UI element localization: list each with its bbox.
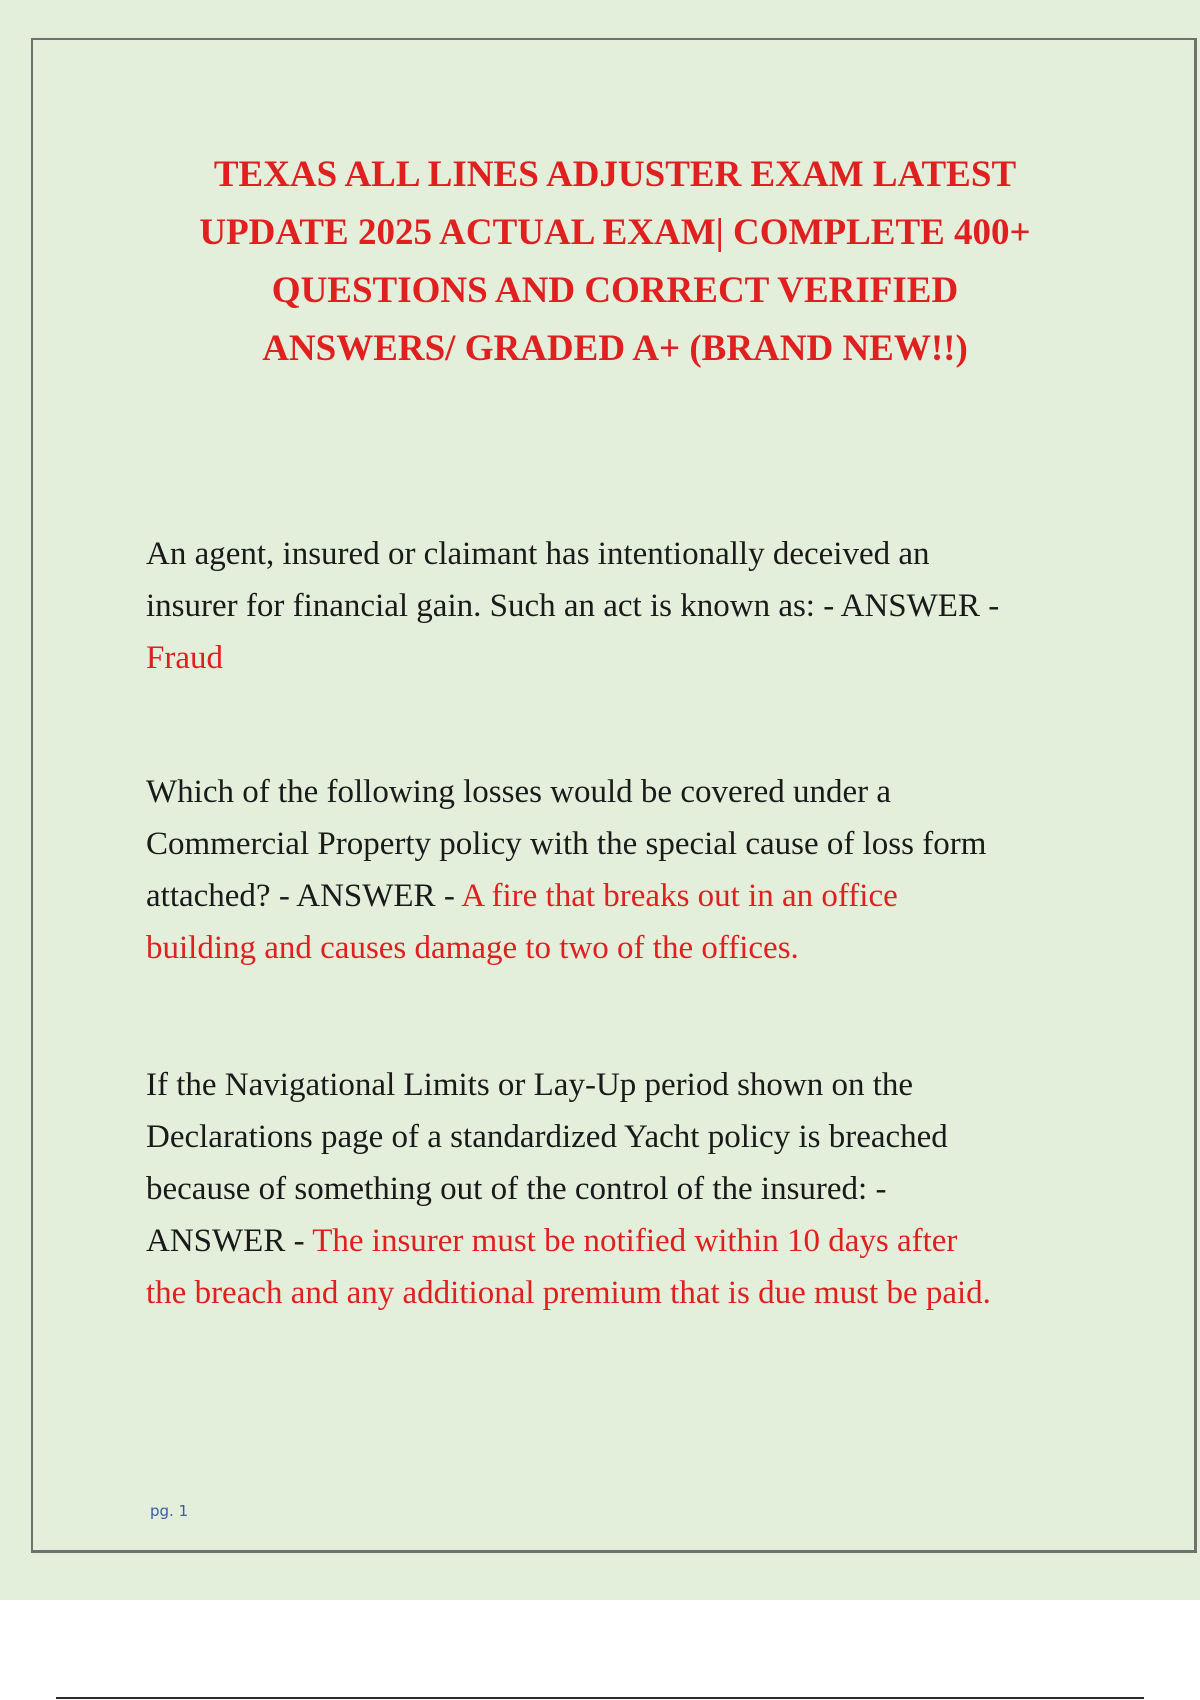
title-line: QUESTIONS AND CORRECT VERIFIED bbox=[271, 270, 959, 311]
answer-text: Fraud bbox=[146, 640, 223, 676]
question-answer-line bbox=[146, 1215, 1146, 1267]
answer-label: attached? - ANSWER - bbox=[146, 878, 462, 914]
question-text-line: because of something out of the control of the insured: - bbox=[146, 1171, 887, 1207]
answer-text-line: building and causes damage to two of the offices. bbox=[146, 930, 799, 966]
question-answer-2 bbox=[146, 766, 1146, 974]
answer-text-line: the breach and any additional premium that is due must be paid. bbox=[146, 1275, 991, 1311]
question-text-line: An agent, insured or claimant has intentionally deceived an bbox=[146, 536, 930, 572]
answer-text: A fire that breaks out in an office bbox=[461, 878, 898, 914]
question-answer-3 bbox=[146, 1059, 1146, 1319]
footer-divider bbox=[56, 1697, 1144, 1699]
question-text-line: Commercial Property policy with the special cause of loss form bbox=[146, 826, 987, 862]
question-text-line: Declarations page of a standardized Yacht policy is breached bbox=[146, 1119, 948, 1155]
question-text-line: insurer for financial gain. Such an act is known as: - ANSWER - bbox=[146, 588, 1000, 624]
page-number: pg. 1 bbox=[150, 1502, 189, 1520]
answer-label: ANSWER - bbox=[146, 1223, 313, 1259]
question-answer-1 bbox=[146, 528, 1146, 684]
question-answer-line bbox=[146, 870, 1146, 922]
title-line: UPDATE 2025 ACTUAL EXAM| COMPLETE 400+ bbox=[199, 212, 1031, 253]
title-line: TEXAS ALL LINES ADJUSTER EXAM LATEST bbox=[213, 154, 1017, 195]
question-text-line: If the Navigational Limits or Lay-Up period shown on the bbox=[146, 1067, 914, 1103]
document-title bbox=[120, 146, 1110, 378]
question-text-line: Which of the following losses would be covered under a bbox=[146, 774, 892, 810]
title-line: ANSWERS/ GRADED A+ (BRAND NEW!!) bbox=[262, 328, 968, 369]
answer-text: The insurer must be notified within 10 days after bbox=[312, 1223, 958, 1259]
